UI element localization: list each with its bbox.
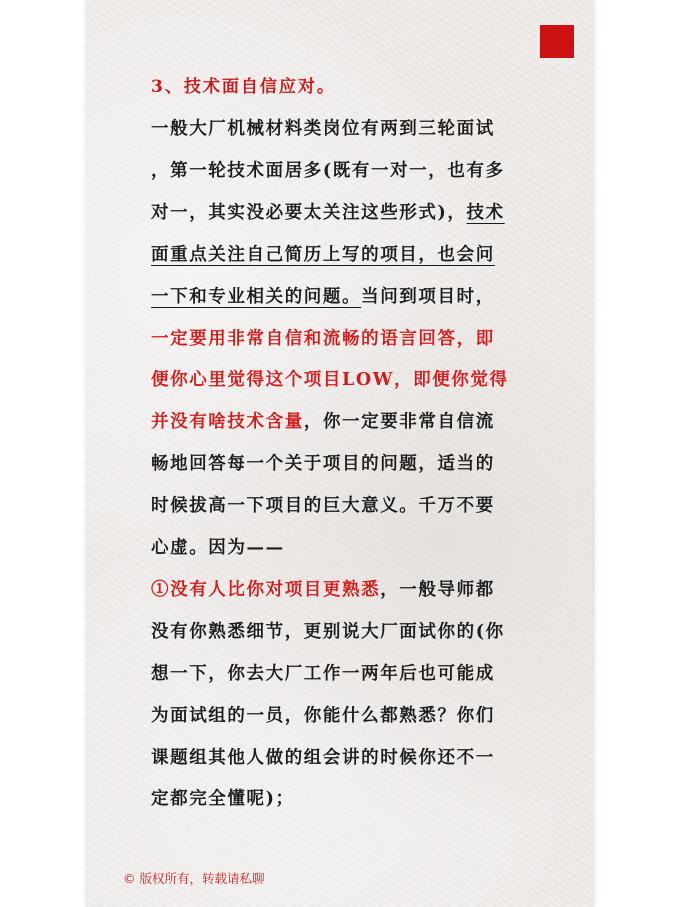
text-segment: 畅地回答每一个关于项目的问题，适当的 [151,454,495,475]
text-line [151,536,561,560]
text-line [151,494,561,518]
text-segment: 为面试组的一员，你能什么都熟悉？你们 [151,705,495,726]
text-line [151,410,561,434]
text-segment: 当问到项目时， [361,286,495,307]
text-line [151,117,561,141]
text-segment: 想一下，你去大厂工作一两年后也可能成 [151,663,495,684]
text-line [151,662,561,686]
text-line [151,368,561,392]
copyright-footer: © 版权所有，转载请私聊 [123,871,265,886]
text-line [151,452,561,476]
text-line [151,327,561,351]
text-segment: 心虚。因为—— [151,538,285,558]
text-line [151,746,561,770]
text-segment: 时候拔高一下项目的巨大意义。千万不要 [151,496,495,517]
text-segment: ，你一定要非常自信流 [303,412,495,433]
highlighted-text: 便你心里觉得这个项目LOW，即便你觉得 [151,370,509,391]
text-segment: ，第一轮技术面居多(既有一对一，也有多 [151,160,505,181]
text-segment: 没有你熟悉细节，更别说大厂面试你的(你 [151,621,505,642]
underlined-text: 面重点关注自己简历上写的项目，也会问 [151,244,495,265]
text-line [151,243,561,267]
red-corner-square [540,25,574,58]
text-segment: 定都完全懂呢)； [151,789,295,810]
note-page [85,0,595,907]
text-line [151,578,561,602]
text-segment: ，一般导师都 [380,579,495,600]
text-line [151,285,561,309]
text-line [151,201,561,225]
text-segment: 对一，其实没必要太关注这些形式)， [151,202,467,223]
text-segment: 课题组其他人做的组会讲的时候你还不一 [151,747,495,768]
text-line [151,787,561,811]
text-line [151,620,561,644]
highlighted-text: 一定要用非常自信和流畅的语言回答，即 [151,328,495,349]
highlighted-text: 并没有啥技术含量 [151,412,304,433]
underlined-text: 一下和专业相关的问题。 [151,286,362,307]
text-line [151,159,561,183]
text-segment: 一般大厂机械材料类岗位有两到三轮面试 [151,119,495,139]
section-heading: 3、技术面自信应对。 [151,77,336,97]
highlighted-text: ①没有人比你对项目更熟悉 [151,579,381,600]
underlined-text: 技术 [466,202,505,223]
text-line [151,704,561,728]
